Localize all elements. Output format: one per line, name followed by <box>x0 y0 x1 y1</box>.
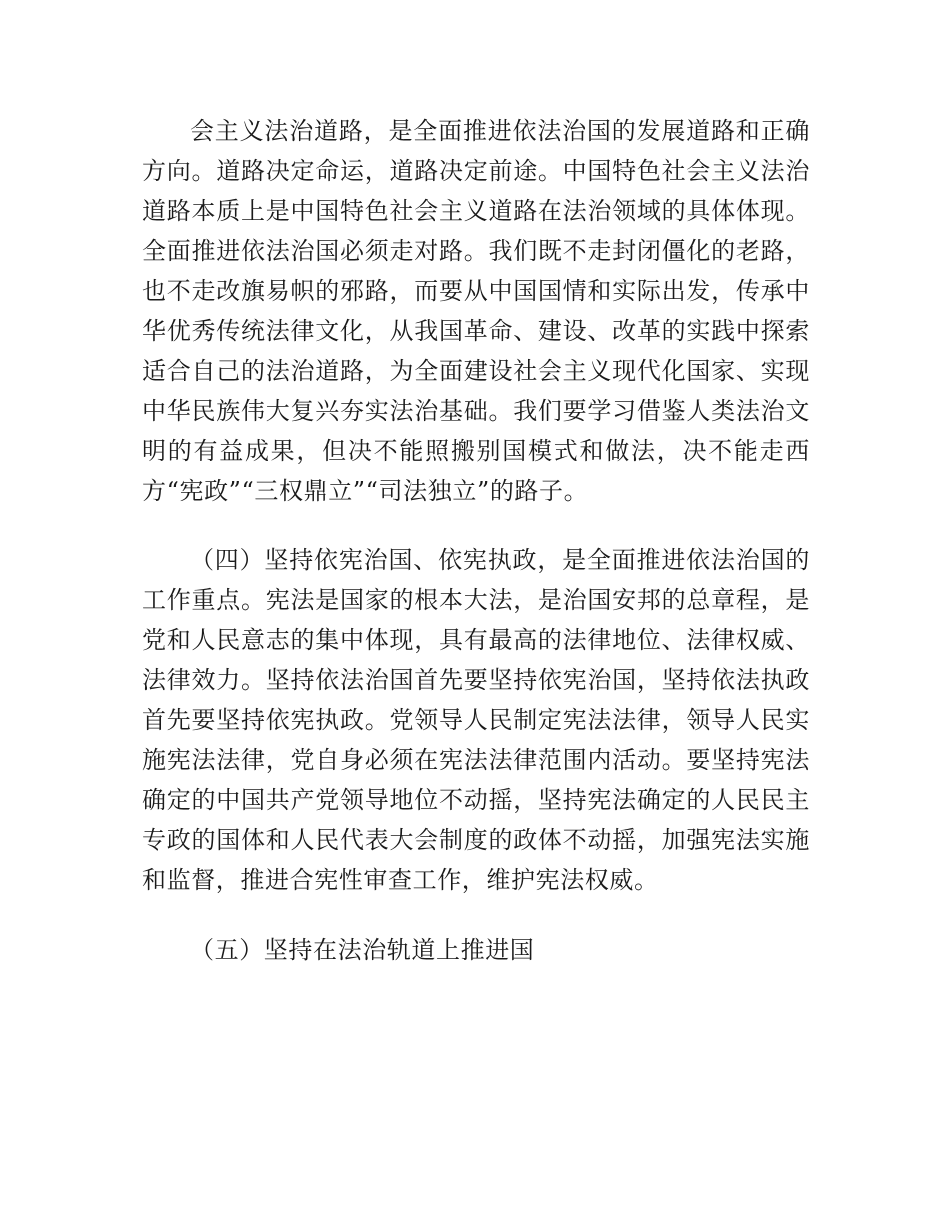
paragraph-section-five-heading: （五）坚持在法治轨道上推进国 <box>190 936 535 964</box>
paragraph-socialist-rule-of-law-path: 会主义法治道路，是全面推进依法治国的发展道路和正确方向。道路决定命运，道路决定前途。中国特色社会主义法治道路本质上是中国特色社会主义道路在法治领域的具体体现。全面推进依法治国必须走对路。我们既不走封闭僵化的老路，也不走改旗易帜的邪路，而要从中国国情和实际出发，传承中华优秀传统法律文化，从我国革命、建设、改革的实践中探索适合自己的法治道路，为全面建设社会主义现代化国家、实现中华民族伟大复兴夯实法治基础。我们要学习借鉴人类法治文明的有益成果，但决不能照搬别国模式和做法，决不能走西方“宪政”“三权鼎立”“司法独立”的路子。 <box>142 117 810 505</box>
paragraph-section-four-constitution: （四）坚持依宪治国、依宪执政，是全面推进依法治国的工作重点。宪法是国家的根本大法，是治国安邦的总章程，是党和人民意志的集中体现，具有最高的法律地位、法律权威、法律效力。坚持依法治国首先要坚持依宪治国，坚持依法执政首先要坚持依宪执政。党领导人民制定宪法法律，领导人民实施宪法法律，党自身必须在宪法法律范围内活动。要坚持宪法确定的中国共产党领导地位不动摇，坚持宪法确定的人民民主专政的国体和人民代表大会制度的政体不动摇，加强宪法实施和监督，推进合宪性审查工作，维护宪法权威。 <box>142 546 810 894</box>
